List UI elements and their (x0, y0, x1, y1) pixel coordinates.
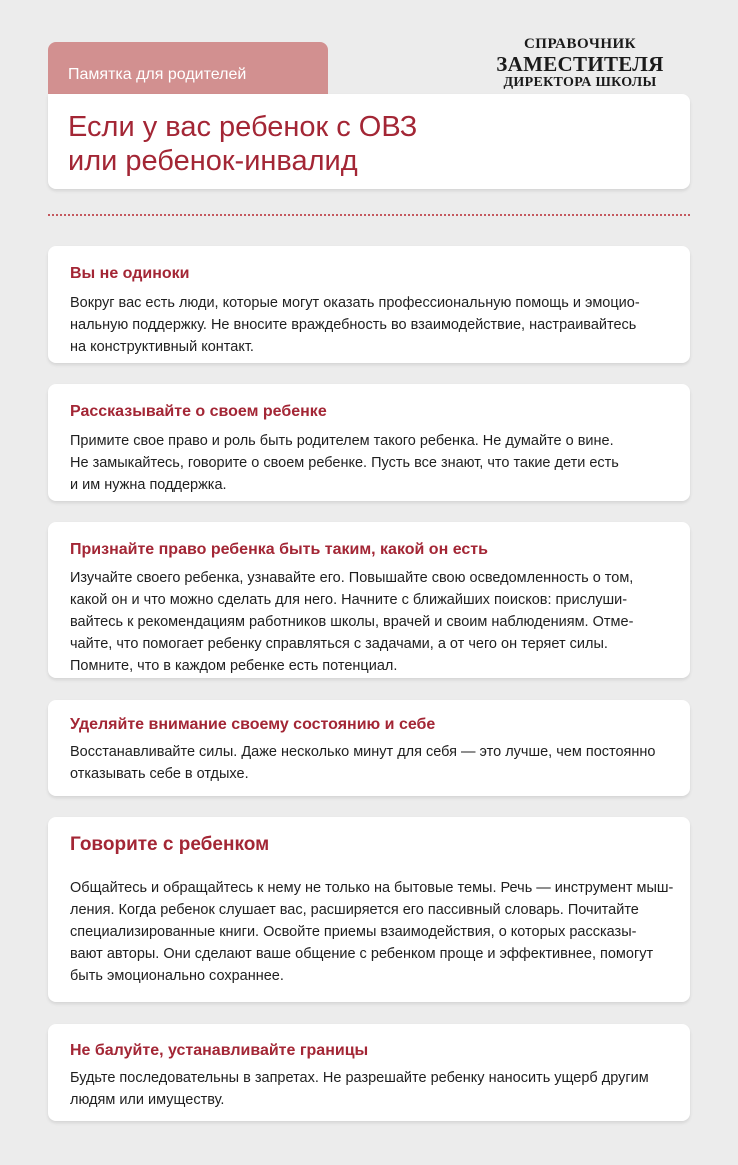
section-body-line: вают авторы. Они сделают ваше общение с ребенком проще и эффективнее, помогут (70, 946, 654, 962)
title-card (48, 94, 690, 189)
section-body-line: Изучайте своего ребенка, узнавайте его. Повышайте свою осведомленность о том, (70, 570, 634, 586)
section-body-line: Вокруг вас есть люди, которые могут оказать профессиональную помощь и эмоцио- (70, 295, 640, 311)
section-body (70, 292, 668, 358)
section-heading: Вы не одиноки (70, 265, 190, 282)
section-body-line: и им нужна поддержка. (70, 477, 227, 493)
section-body-line: чайте, что помогает ребенку справляться с задачами, а от чего он теряет силы. (70, 636, 608, 652)
section-body-line: Будьте последовательны в запретах. Не разрешайте ребенку наносить ущерб другим (70, 1070, 649, 1086)
section-body-line: нальную поддержку. Не вносите враждебность во взаимодействие, настраивайтесь (70, 317, 637, 333)
section-heading: Говорите с ребенком (70, 834, 270, 855)
section-body-line: Восстанавливайте силы. Даже несколько минут для себя — это лучше, чем постоянно (70, 744, 656, 760)
section-body-line: специализированные книги. Освойте приемы взаимодействия, о которых рассказы- (70, 924, 637, 940)
section-body (70, 741, 668, 785)
section-body-line: отказывать себе в отдыхе. (70, 766, 249, 782)
logo-line-2: ЗАМЕСТИТЕЛЯ (496, 52, 664, 76)
section-body (70, 567, 668, 677)
section-body-line: людям или имуществу. (70, 1092, 225, 1108)
section-body (70, 430, 668, 496)
tab-label: Памятка для родителей (68, 66, 247, 83)
section-body (70, 877, 674, 987)
section-body-line: ления. Когда ребенок слушает вас, расширяется его пассивный словарь. Почитайте (70, 902, 639, 918)
publication-logo (470, 35, 690, 91)
section-body-line: Помните, что в каждом ребенке есть потенциал. (70, 658, 398, 674)
section-body-line: Не замыкайтесь, говорите о своем ребенке. Пусть все знают, что такие дети есть (70, 455, 619, 471)
section-card-set-boundaries (48, 1024, 690, 1121)
section-body-line: быть эмоционально сохраннее. (70, 968, 284, 984)
logo-line-1: СПРАВОЧНИК (523, 36, 637, 52)
section-body (70, 1067, 668, 1111)
section-card-talk-with-child (48, 817, 690, 1002)
page-title-line-2: или ребенок-инвалид (68, 145, 358, 177)
section-card-tell-about-child (48, 384, 690, 501)
section-heading: Признайте право ребенка быть таким, какой он есть (70, 541, 488, 558)
section-body-line: Общайтесь и обращайтесь к нему не только на бытовые темы. Речь — инструмент мыш- (70, 880, 674, 896)
section-heading: Уделяйте внимание своему состоянию и себе (70, 716, 436, 733)
section-body-line: вайтесь к рекомендациям работников школы, врачей и своим наблюдениям. Отме- (70, 614, 634, 630)
section-heading: Не балуйте, устанавливайте границы (70, 1042, 369, 1059)
section-heading: Рассказывайте о своем ребенке (70, 403, 327, 420)
section-body-line: Примите свое право и роль быть родителем такого ребенка. Не думайте о вине. (70, 433, 614, 449)
logo-line-3: ДИРЕКТОРА ШКОЛЫ (503, 75, 657, 90)
section-card-not-alone (48, 246, 690, 363)
section-body-line: на конструктивный контакт. (70, 339, 254, 355)
header-tab (48, 42, 328, 94)
dotted-divider (48, 214, 690, 216)
section-card-self-care (48, 700, 690, 796)
page-title-line-1: Если у вас ребенок с ОВЗ (68, 111, 418, 143)
section-body-line: какой он и что можно сделать для него. Начните с ближайших поисков: прислуши- (70, 592, 628, 608)
section-card-accept-child (48, 522, 690, 678)
